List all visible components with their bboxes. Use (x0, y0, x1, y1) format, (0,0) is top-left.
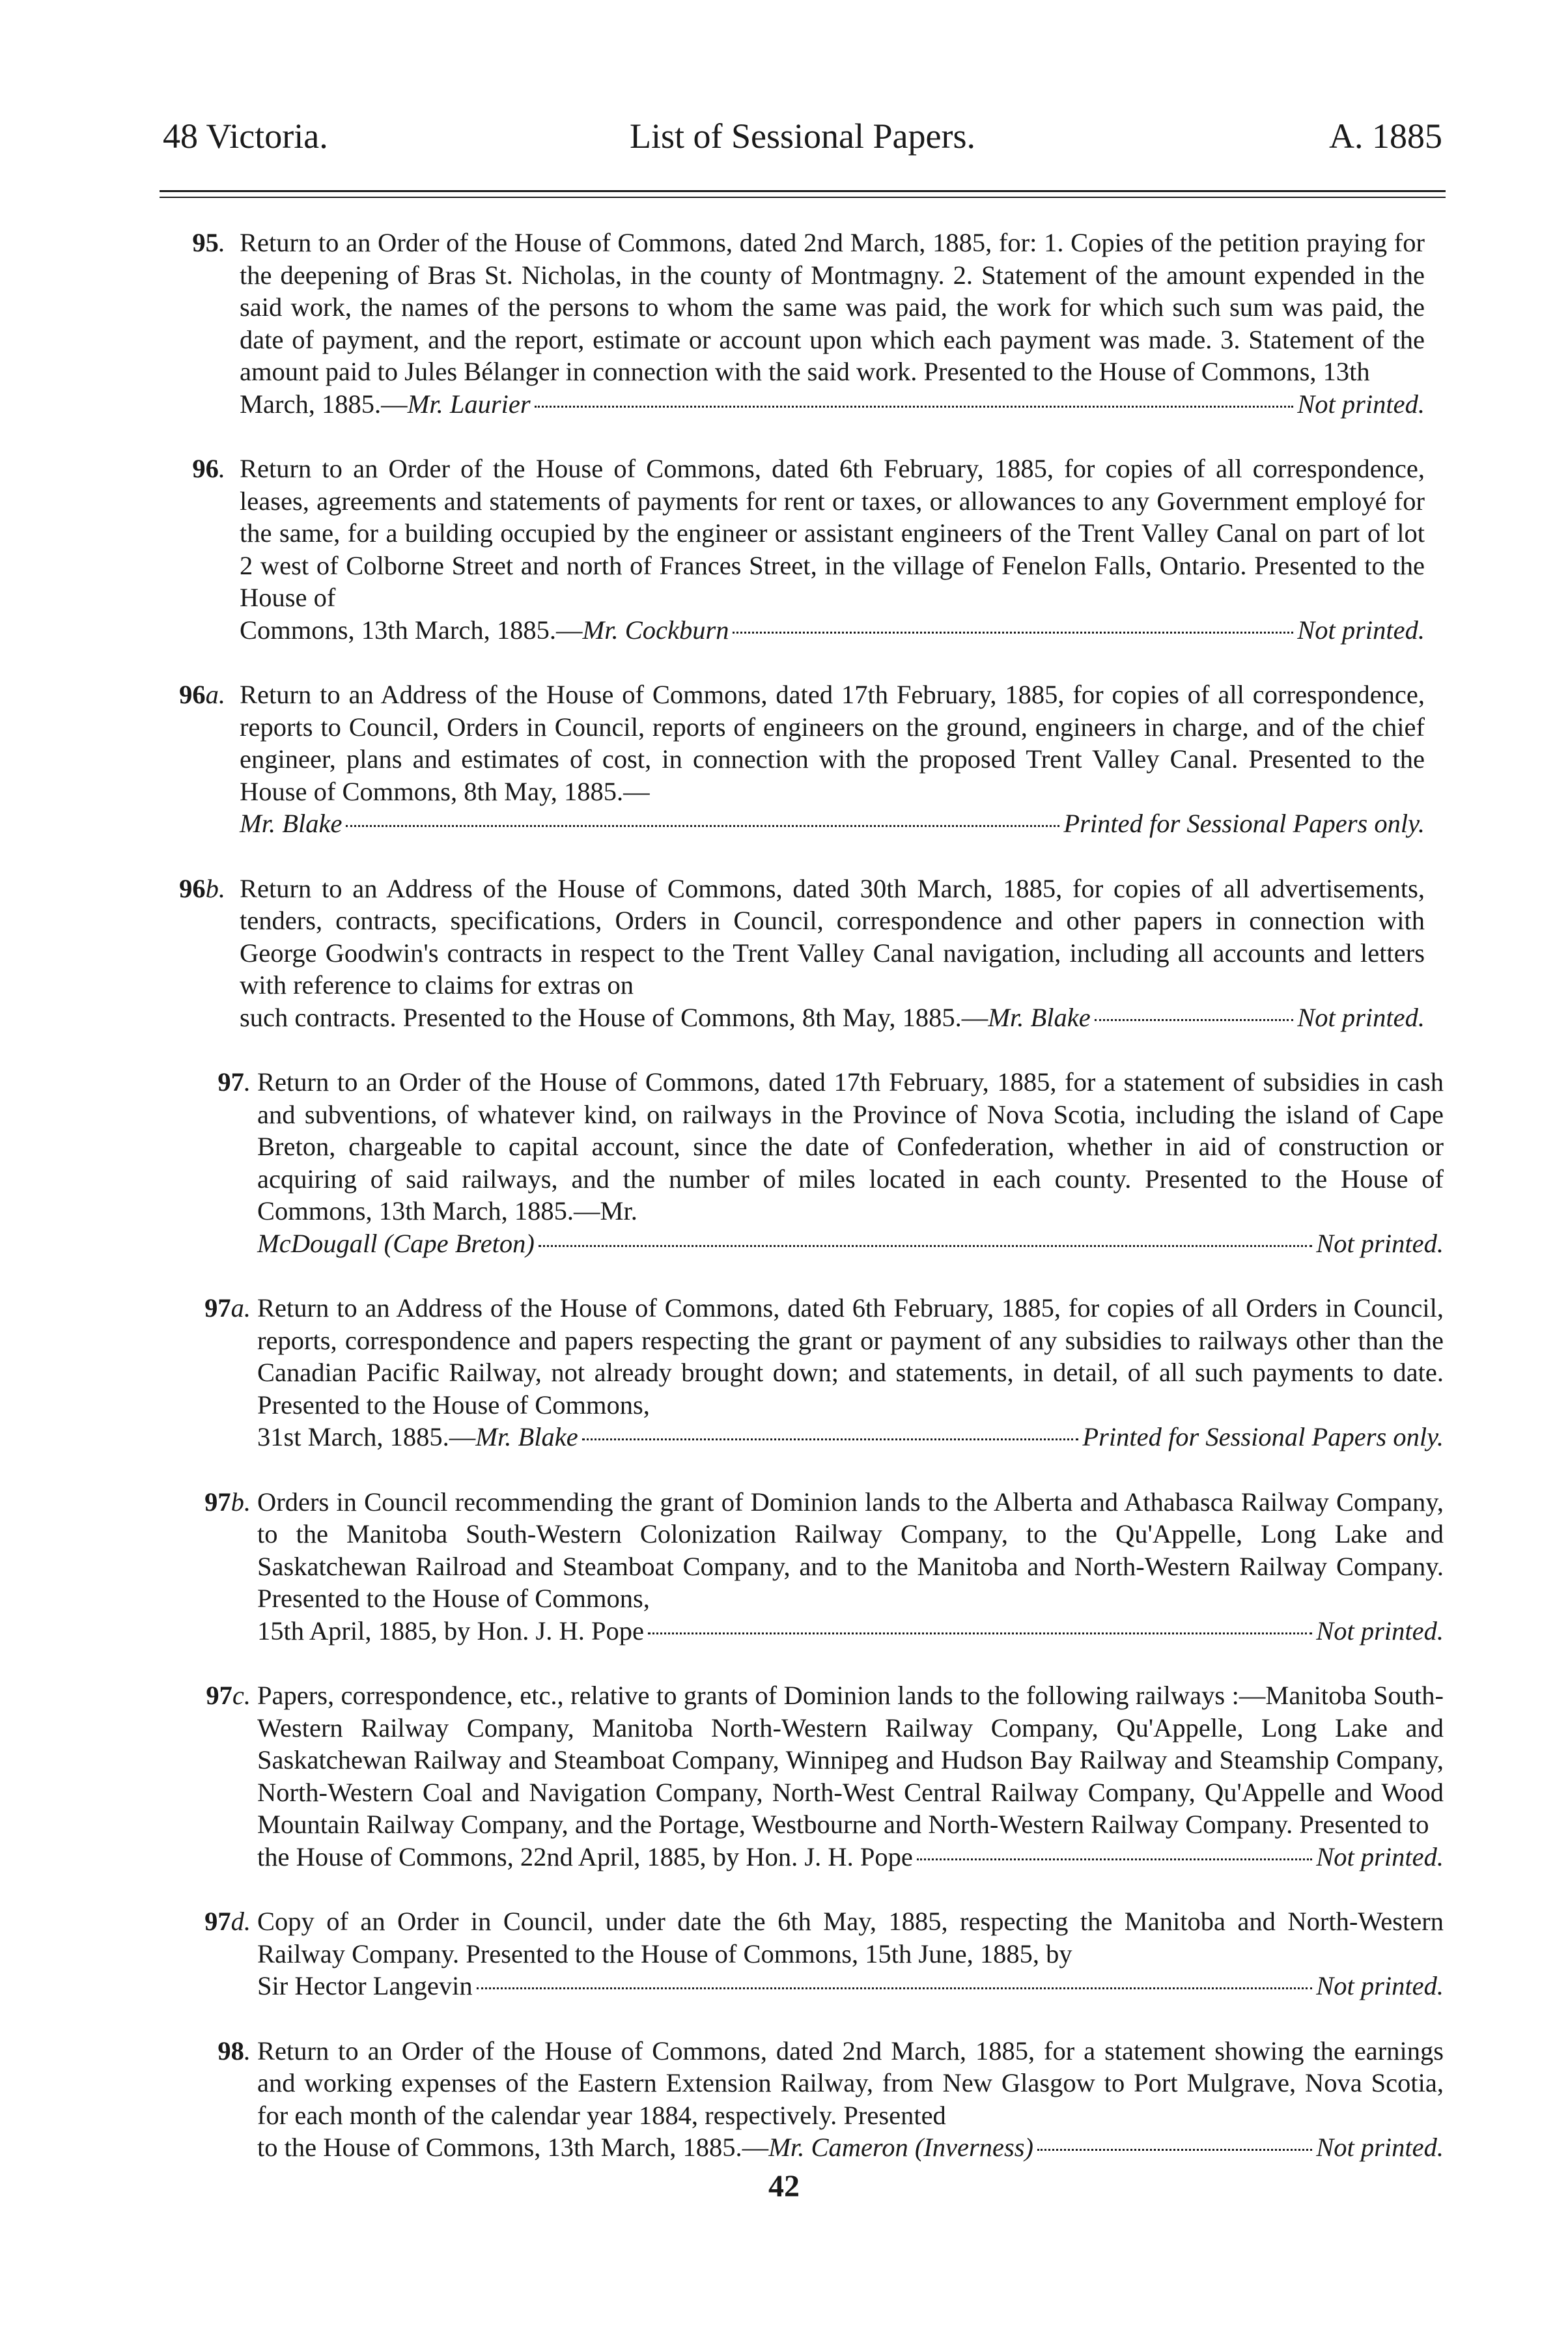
paper-mover: Mr. Blake (475, 1422, 578, 1451)
dot-leader (733, 632, 1293, 634)
paper-description: Return to an Order of the House of Commons, dated 2nd March, 1885, for: 1. Copies of the petition praying for the deepening of Bras St. Nicholas, in the county of Montmagny. 2. Statement of the amount expended in the said work, the names of the persons to whom the same was paid, the work for which such sum was paid, the date of payment, and the report, estimate or account upon which each payment was made. 3. Statement of the amount paid to Jules Bélanger in connection with the said work. Presented to the House of Commons, 13th (240, 228, 1425, 386)
paper-presented: 15th April, 1885, by Hon. J. H. Pope (257, 1616, 645, 1646)
paper-presented (257, 1227, 535, 1260)
paper-mover: Mr. Blake (988, 1002, 1091, 1032)
paper-presented: 31st March, 1885.—Mr. Blake (257, 1422, 578, 1451)
paper-description: Return to an Order of the House of Commons, dated 17th February, 1885, for a statement of subsidies in cash and subventions, of whatever kind, on railways in the Province of Nova Scotia, including the island of Cape Breton, chargeable to capital account, since the date of Confederation, whether in aid of construction or acquiring of said railways, and the number of miles located in each county. Presented to the House of Commons, 13th March, 1885.—Mr. (257, 1067, 1444, 1226)
paper-presented: the House of Commons, 22nd April, 1885, by Hon. J. H. Pope (257, 1842, 913, 1871)
paper-presented: Commons, 13th March, 1885.—Mr. Cockburn (240, 615, 729, 645)
paper-number: 96. (192, 454, 225, 483)
paper-footer-line (240, 807, 1425, 840)
paper-presented: to the House of Commons, 13th March, 1885.—Mr. Cameron (Inverness) (257, 2133, 1033, 2162)
paper-mover: McDougall (Cape Breton) (257, 1228, 535, 1258)
paper-footer-line (257, 1615, 1444, 1647)
dot-leader (648, 1632, 1312, 1634)
paper-presented (240, 807, 342, 840)
dot-leader (477, 1987, 1313, 1989)
paper-number: 96a. (179, 680, 225, 709)
paper-entry-96b (179, 873, 1425, 1034)
dot-leader (582, 1438, 1079, 1440)
paper-presented: March, 1885.—Mr. Laurier (240, 389, 531, 419)
paper-status: Printed for Sessional Papers only. (1082, 1422, 1444, 1451)
header-title: List of Sessional Papers. (630, 117, 975, 156)
paper-entry-97a (204, 1292, 1444, 1453)
paper-mover: Mr. Cockburn (582, 615, 729, 645)
paper-entry-96 (192, 453, 1425, 646)
paper-mover: Mr. Blake (240, 809, 343, 838)
header-rule-thick (160, 190, 1446, 192)
paper-number: 97b. (204, 1487, 251, 1517)
paper-status: Not printed. (1297, 1002, 1425, 1032)
paper-status: Not printed. (1316, 2133, 1444, 2162)
paper-mover: Mr. Cameron (Inverness) (768, 2133, 1033, 2162)
paper-entry-96a (179, 679, 1425, 840)
paper-entry-97b (204, 1486, 1444, 1647)
header-rule-thin (160, 197, 1446, 198)
dot-leader (917, 1858, 1312, 1860)
paper-presented: Sir Hector Langevin (257, 1971, 473, 2000)
page-number: 42 (768, 2169, 800, 2204)
header-series: A. 1885 (1329, 117, 1442, 156)
paper-entry-97c (206, 1679, 1444, 1873)
paper-status: Not printed. (1316, 1971, 1444, 2000)
paper-description: Copy of an Order in Council, under date the 6th May, 1885, respecting the Manitoba and North-Western Railway Company. Presented to the House of Commons, 15th June, 1885, by (257, 1907, 1444, 1968)
paper-footer-line (257, 1970, 1444, 2002)
paper-number: 97d. (204, 1907, 251, 1936)
paper-presented: such contracts. Presented to the House of Commons, 8th May, 1885.—Mr. Blake (240, 1002, 1091, 1032)
paper-description: Return to an Order of the House of Commons, dated 2nd March, 1885, for a statement showing the earnings and working expenses of the Eastern Extension Railway, from New Glasgow to Port Mulgrave, Nova Scotia, for each month of the calendar year 1884, respectively. Presented (257, 2036, 1444, 2130)
dot-leader (1095, 1019, 1294, 1021)
paper-status: Printed for Sessional Papers only. (1063, 809, 1425, 838)
paper-number: 96b. (179, 873, 225, 903)
paper-footer-line (257, 2131, 1444, 2164)
paper-number: 97a. (204, 1293, 251, 1323)
paper-status: Not printed. (1316, 1228, 1444, 1258)
dot-leader (535, 406, 1294, 408)
paper-description: Return to an Address of the House of Commons, dated 30th March, 1885, for copies of all advertisements, tenders, contracts, specifications, Orders in Council, correspondence and other papers in connection with George Goodwin's contracts in respect to the Trent Valley Canal navigation, including all accounts and letters with reference to claims for extras on (240, 873, 1425, 1000)
dot-leader (1037, 2149, 1312, 2151)
paper-entry-97d (204, 1905, 1444, 2002)
sessional-papers-list (0, 227, 1568, 2196)
paper-description: Return to an Order of the House of Commons, dated 6th February, 1885, for copies of all correspondence, leases, agreements and statements of payments for rent or taxes, or allowances to any Government employé for the same, for a building occupied by the engineer or assistant engineers of the Trent Valley Canal on part of lot 2 west of Colborne Street and north of Frances Street, in the village of Fenelon Falls, Ontario. Presented to the House of (240, 454, 1425, 612)
dot-leader (346, 825, 1059, 827)
paper-description: Return to an Address of the House of Commons, dated 17th February, 1885, for copies of all correspondence, reports to Council, Orders in Council, reports of engineers on the ground, engineers in charge, and of the chief engineer, plans and estimates of cost, in connection with the proposed Trent Valley Canal. Presented to the House of Commons, 8th May, 1885.— (240, 680, 1425, 806)
paper-status: Not printed. (1297, 389, 1425, 419)
paper-status: Not printed. (1316, 1842, 1444, 1871)
paper-number: 97c. (206, 1681, 251, 1710)
paper-footer-line (257, 1841, 1444, 1873)
header-session: 48 Victoria. (163, 117, 328, 156)
paper-footer-line (257, 1421, 1444, 1453)
paper-status: Not printed. (1316, 1616, 1444, 1646)
paper-status: Not printed. (1297, 615, 1425, 645)
paper-footer-line (240, 614, 1425, 647)
paper-description: Papers, correspondence, etc., relative to grants of Dominion lands to the following railways :—Manitoba South-Western Railway Company, Manitoba North-Western Railway Company, Qu'Appelle, Long Lake and Saskatchewan Railway and Steamboat Company, Winnipeg and Hudson Bay Railway and Steamship Company, North-Western Coal and Navigation Company, North-West Central Railway Company, Qu'Appelle and Wood Mountain Railway Company, and the Portage, Westbourne and North-Western Railway Company. Presented to (257, 1681, 1444, 1839)
paper-footer-line (257, 1227, 1444, 1260)
paper-footer-line (240, 1001, 1425, 1034)
paper-entry-98 (217, 2035, 1444, 2164)
paper-mover: Mr. Laurier (407, 389, 531, 419)
paper-number: 98. (217, 2036, 251, 2066)
paper-entry-97 (217, 1066, 1444, 1259)
dot-leader (539, 1245, 1312, 1247)
paper-description: Orders in Council recommending the grant of Dominion lands to the Alberta and Athabasca Railway Company, to the Manitoba South-Western Colonization Railway Company, to the Qu'Appelle, Long Lake and Saskatchewan Railroad and Steamboat Company, and to the Manitoba and North-Western Railway Company. Presented to the House of Commons, (257, 1487, 1444, 1613)
paper-number: 95. (192, 228, 225, 257)
paper-number: 97. (217, 1067, 251, 1097)
paper-footer-line (240, 388, 1425, 421)
paper-description: Return to an Address of the House of Commons, dated 6th February, 1885, for copies of all Orders in Council, reports, correspondence and papers respecting the grant or payment of any subsidies to railways other than the Canadian Pacific Railway, not already brought down; and statements, in detail, of all such payments to date. Presented to the House of Commons, (257, 1293, 1444, 1420)
paper-entry-95 (192, 227, 1425, 420)
page-header (163, 116, 1442, 161)
